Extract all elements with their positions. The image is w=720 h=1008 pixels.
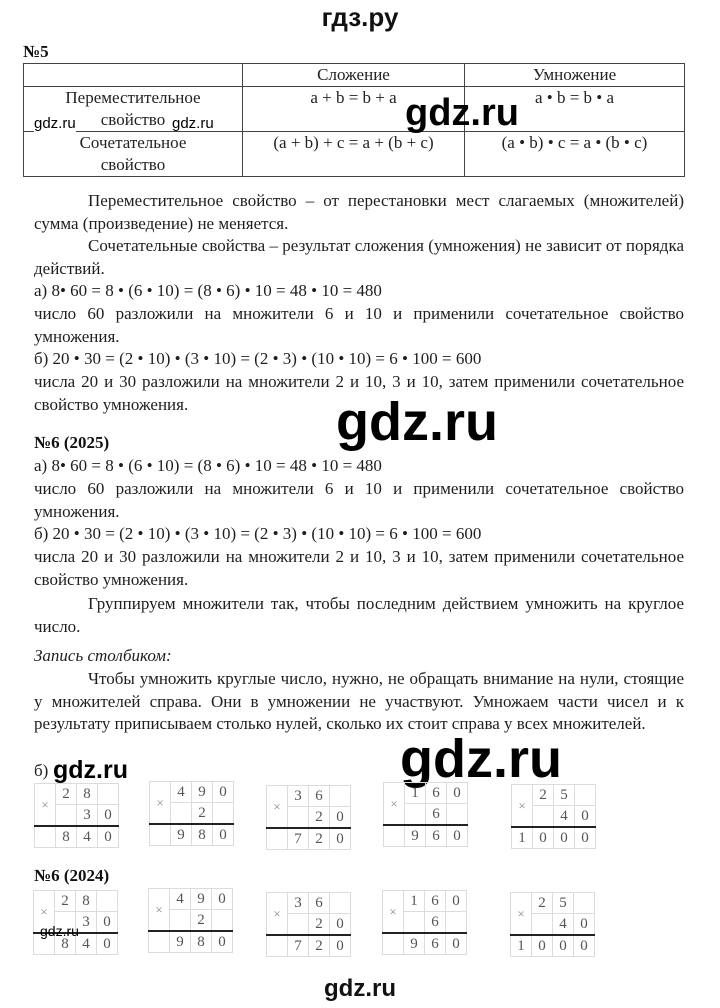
- multiply-sign-icon: ×: [35, 784, 56, 827]
- result-digit-cell: 0: [330, 935, 351, 957]
- multiply-sign-icon: ×: [267, 786, 288, 829]
- digit-cell: [532, 914, 553, 936]
- cell-commutative-multiplication: a • b = b • a: [465, 87, 685, 132]
- result-digit-cell: 2: [309, 935, 330, 957]
- table-row: [24, 132, 685, 177]
- digit-cell: 4: [171, 782, 192, 803]
- table-header-row: [24, 64, 685, 87]
- task5-a-expression: а) 8• 60 = 8 • (6 • 10) = (8 • 6) • 10 = 48 • 10 = 480: [34, 281, 382, 300]
- watermark-large: gdz.ru: [400, 729, 562, 789]
- digit-cell: 4: [554, 806, 575, 828]
- result-digit-cell: 6: [425, 933, 446, 955]
- column-multiplication: [34, 783, 119, 848]
- task6-a-expression: а) 8• 60 = 8 • (6 • 10) = (8 • 6) • 10 = 48 • 10 = 480: [34, 456, 382, 475]
- digit-cell: 1: [404, 891, 425, 912]
- result-digit-cell: 0: [575, 827, 596, 849]
- digit-cell: 5: [553, 893, 574, 914]
- result-digit-cell: [149, 931, 170, 953]
- task5-b-expression: б) 20 • 30 = (2 • 10) • (3 • 10) = (2 • 3) • (10 • 10) = 6 • 100 = 600: [34, 349, 482, 368]
- result-digit-cell: [35, 826, 56, 848]
- result-digit-cell: 0: [97, 933, 118, 955]
- digit-cell: 0: [446, 891, 467, 912]
- result-digit-cell: 0: [98, 826, 119, 848]
- digit-cell: [213, 803, 234, 825]
- digit-cell: 6: [425, 912, 446, 934]
- result-digit-cell: 0: [213, 824, 234, 846]
- digit-cell: 6: [426, 783, 447, 804]
- digit-cell: [330, 786, 351, 807]
- digit-cell: [574, 893, 595, 914]
- digit-cell: 0: [213, 782, 234, 803]
- cell-associative-addition: (a + b) + c = a + (b + c): [243, 132, 465, 177]
- task5-b-note: числа 20 и 30 разложили на множители 2 и 10, 3 и 10, затем применили сочетательное свойство умножения.: [34, 372, 684, 414]
- column-multiplication: [149, 781, 234, 846]
- digit-cell: 2: [192, 803, 213, 825]
- watermark-small: gdz.ru: [172, 115, 214, 132]
- digit-cell: 0: [97, 912, 118, 934]
- associative-definition: Сочетательные свойства – результат сложения (умножения) не зависит от порядка действий.: [34, 236, 684, 278]
- digit-cell: 3: [288, 786, 309, 807]
- digit-cell: 0: [330, 914, 351, 936]
- digit-cell: 6: [425, 891, 446, 912]
- multiply-sign-icon: ×: [384, 783, 405, 826]
- digit-cell: 0: [330, 807, 351, 829]
- digit-cell: 2: [309, 807, 330, 829]
- digit-cell: 2: [56, 784, 77, 805]
- task5-title: №5: [23, 42, 49, 61]
- row-label-associative: [24, 132, 243, 177]
- digit-cell: [56, 805, 77, 827]
- multiply-sign-icon: ×: [149, 889, 170, 932]
- result-digit-cell: 6: [426, 825, 447, 847]
- column-multiplication: [266, 785, 351, 850]
- result-digit-cell: 0: [447, 825, 468, 847]
- row-label-line1: Сочетательное: [79, 133, 187, 152]
- digit-cell: 5: [554, 785, 575, 806]
- multiply-sign-icon: ×: [383, 891, 404, 934]
- digit-cell: [288, 807, 309, 829]
- digit-cell: [97, 891, 118, 912]
- result-digit-cell: 8: [56, 826, 77, 848]
- result-digit-cell: 0: [446, 933, 467, 955]
- result-digit-cell: 4: [77, 826, 98, 848]
- cell-commutative-addition: a + b = b + a: [243, 87, 465, 132]
- multiply-sign-icon: ×: [34, 891, 55, 934]
- result-digit-cell: 9: [405, 825, 426, 847]
- row-label-line2: свойство: [100, 110, 166, 129]
- result-digit-cell: 0: [532, 935, 553, 957]
- result-digit-cell: [383, 933, 404, 955]
- column-multiplication: [511, 784, 596, 849]
- digit-cell: 8: [77, 784, 98, 805]
- digit-cell: [405, 804, 426, 826]
- digit-cell: [171, 803, 192, 825]
- table-header-empty: [24, 64, 243, 87]
- result-digit-cell: 0: [533, 827, 554, 849]
- digit-cell: [533, 806, 554, 828]
- digit-cell: 6: [309, 893, 330, 914]
- digit-cell: 2: [532, 893, 553, 914]
- digit-cell: 4: [170, 889, 191, 910]
- cell-associative-multiplication: (a • b) • c = a • (b • c): [465, 132, 685, 177]
- digit-cell: 6: [426, 804, 447, 826]
- result-digit-cell: 1: [512, 827, 533, 849]
- result-digit-cell: 9: [404, 933, 425, 955]
- watermark-small: gdz.ru: [40, 923, 79, 939]
- digit-cell: [330, 893, 351, 914]
- digit-cell: [98, 784, 119, 805]
- footer-watermark: gdz.ru: [324, 975, 396, 1002]
- column-multiplication: [148, 888, 233, 953]
- digit-cell: [404, 912, 425, 934]
- result-digit-cell: [150, 824, 171, 846]
- digit-cell: 0: [575, 806, 596, 828]
- digit-cell: 2: [55, 891, 76, 912]
- multiply-sign-icon: ×: [150, 782, 171, 825]
- grouping-note: Группируем множители так, чтобы последним действием умножить на круглое число.: [34, 594, 684, 636]
- column-multiplication: [383, 782, 468, 847]
- result-digit-cell: 8: [191, 931, 212, 953]
- digit-cell: [212, 910, 233, 932]
- table-header-addition: Сложение: [243, 64, 465, 87]
- digit-cell: [575, 785, 596, 806]
- result-digit-cell: [267, 828, 288, 850]
- digit-cell: 1: [405, 783, 426, 804]
- watermark-medium: gdz.ru: [53, 756, 128, 784]
- part-b-label: б): [34, 761, 49, 780]
- digit-cell: 3: [288, 893, 309, 914]
- result-digit-cell: 1: [511, 935, 532, 957]
- digit-cell: 0: [212, 889, 233, 910]
- multiply-sign-icon: ×: [511, 893, 532, 936]
- digit-cell: 2: [533, 785, 554, 806]
- digit-cell: [447, 804, 468, 826]
- column-rule: Чтобы умножить круглые число, нужно, не обращать внимание на нули, стоящие у множителей справа. Они в умножении не участвуют. Умножаем части чисел и к результату приписываем столько нулей, сколько их стоит справа у всех множителей.: [34, 669, 684, 733]
- digit-cell: 8: [76, 891, 97, 912]
- digit-cell: 3: [77, 805, 98, 827]
- digit-cell: 9: [192, 782, 213, 803]
- column-multiplication: [382, 890, 467, 955]
- result-digit-cell: 0: [574, 935, 595, 957]
- watermark-large: gdz.ru: [336, 392, 498, 452]
- result-digit-cell: 0: [553, 935, 574, 957]
- commutative-definition: Переместительное свойство – от перестановки мест слагаемых (множителей) сумма (произведение) не меняется.: [34, 191, 684, 233]
- column-multiplication: [266, 892, 351, 957]
- result-digit-cell: 9: [170, 931, 191, 953]
- digit-cell: [170, 910, 191, 932]
- digit-cell: 0: [447, 783, 468, 804]
- site-title: гдз.ру: [321, 2, 399, 32]
- result-digit-cell: 9: [171, 824, 192, 846]
- digit-cell: 6: [309, 786, 330, 807]
- result-digit-cell: 8: [55, 933, 76, 955]
- task6-b-note: числа 20 и 30 разложили на множители 2 и 10, 3 и 10, затем применили сочетательное свойство умножения.: [34, 547, 684, 589]
- column-heading: Запись столбиком:: [34, 646, 172, 665]
- row-label-line1: Переместительное: [65, 88, 201, 107]
- row-label-line2: свойство: [100, 155, 166, 174]
- result-digit-cell: 7: [288, 935, 309, 957]
- table-header-multiplication: Умножение: [465, 64, 685, 87]
- digit-cell: 0: [574, 914, 595, 936]
- digit-cell: 2: [309, 914, 330, 936]
- result-digit-cell: 0: [330, 828, 351, 850]
- task6-2024-title: №6 (2024): [34, 866, 110, 885]
- table-row: [24, 87, 685, 132]
- task6-a-note: число 60 разложили на множители 6 и 10 и применили сочетательное свойство умножения.: [34, 479, 684, 521]
- watermark-large: gdz.ru: [405, 92, 519, 134]
- task6-b-expression: б) 20 • 30 = (2 • 10) • (3 • 10) = (2 • 3) • (10 • 10) = 6 • 100 = 600: [34, 524, 482, 543]
- digit-cell: 4: [553, 914, 574, 936]
- result-digit-cell: 7: [288, 828, 309, 850]
- result-digit-cell: 0: [554, 827, 575, 849]
- digit-cell: 2: [191, 910, 212, 932]
- multiply-sign-icon: ×: [512, 785, 533, 828]
- result-digit-cell: 8: [192, 824, 213, 846]
- result-digit-cell: [384, 825, 405, 847]
- properties-table: [23, 63, 685, 177]
- result-digit-cell: 4: [76, 933, 97, 955]
- watermark-small: gdz.ru: [34, 115, 76, 132]
- column-multiplication: [510, 892, 595, 957]
- result-digit-cell: 0: [212, 931, 233, 953]
- digit-cell: 0: [98, 805, 119, 827]
- digit-cell: [446, 912, 467, 934]
- multiply-sign-icon: ×: [267, 893, 288, 936]
- task5-a-note: число 60 разложили на множители 6 и 10 и применили сочетательное свойство умножения.: [34, 304, 684, 346]
- digit-cell: 3: [76, 912, 97, 934]
- result-digit-cell: [267, 935, 288, 957]
- digit-cell: [288, 914, 309, 936]
- task6-2025-title: №6 (2025): [34, 433, 110, 452]
- result-digit-cell: 2: [309, 828, 330, 850]
- digit-cell: 9: [191, 889, 212, 910]
